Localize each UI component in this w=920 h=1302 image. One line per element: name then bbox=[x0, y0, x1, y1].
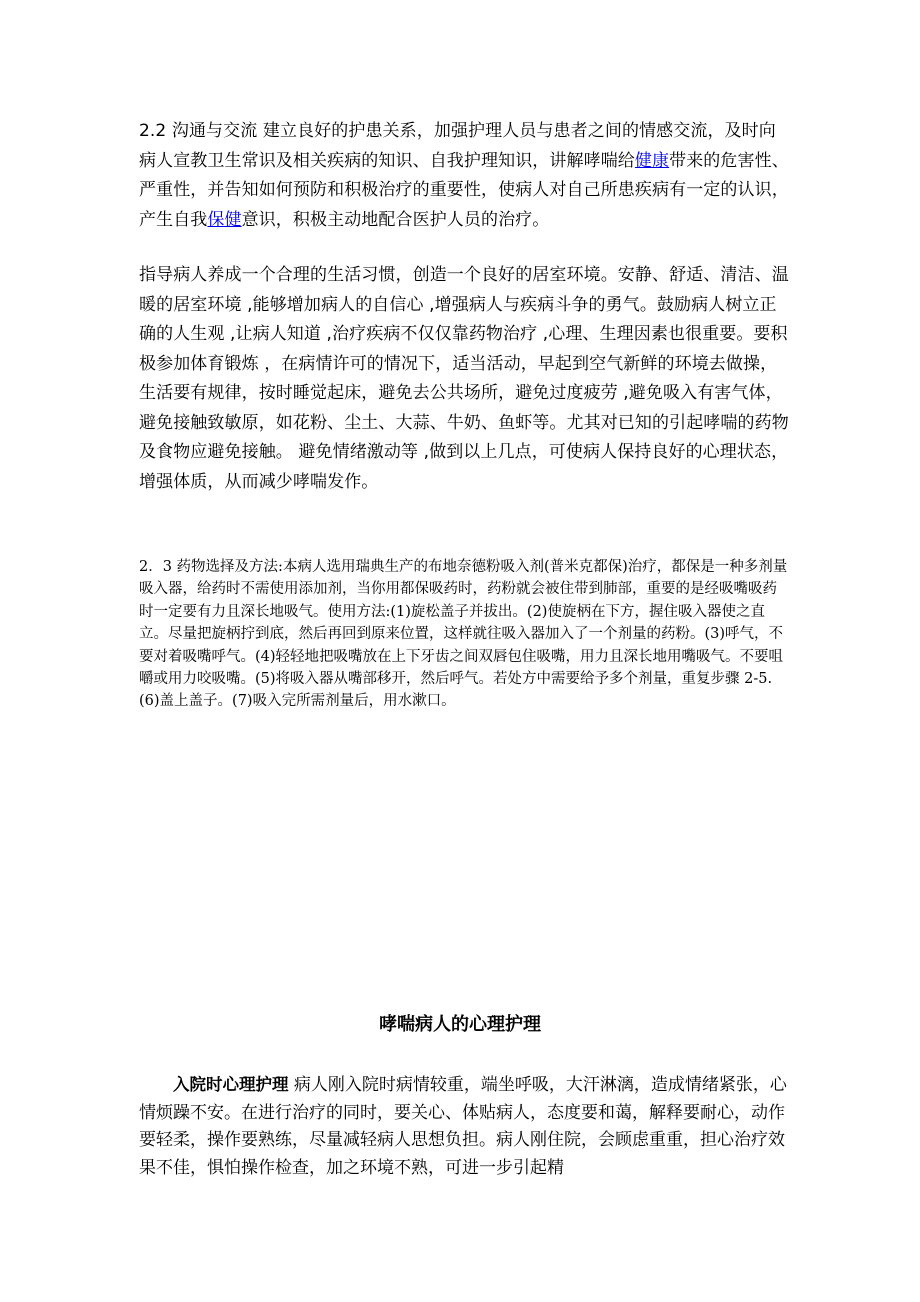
admission-body-text: 病人刚入院时病情较重，端坐呼吸，大汗淋漓，造成情绪紧张，心情烦躁不安。在进行治疗的同时，要关心、体贴病人，态度要和蔼，解释要耐心，动作要轻柔，操作要熟练，尽量减轻病人思想负担。病人刚住院，会顾虑重重，担心治疗效果不佳，惧怕操作检查，加之环境不熟，可进一步引起精 bbox=[139, 1075, 787, 1178]
section-2-2-paragraph bbox=[139, 117, 789, 235]
lifestyle-paragraph: 指导病人养成一个合理的生活习惯，创造一个良好的居室环境。安静、舒适、清洁、温暖的居室环境 ,能够增加病人的自信心 ,增强病人与疾病斗争的勇气。鼓励病人树立正确的人生观 ,让病人知道 ,治疗疾病不仅仅靠药物治疗 ,心理、生理因素也很重要。要积极参加体育锻炼 ，在病情许可的情况下，适当活动，早起到空气新鲜的环境去做操，生活要有规律，按时睡觉起床，避免去公共场所，避免过度疲劳 ,避免吸入有害气体，避免接触致敏原，如花粉、尘土、大蒜、牛奶、鱼虾等。尤其对已知的引起哮喘的药物及食物应避免接触。 避免情绪激动等 ,做到以上几点，可使病人保持良好的心理状态，增强体质，从而减少哮喘发作。 bbox=[139, 265, 789, 492]
healthcare-link[interactable]: 保健 bbox=[207, 209, 242, 230]
chapter-title: 哮喘病人的心理护理 bbox=[379, 1014, 541, 1035]
admission-paragraph bbox=[139, 1071, 789, 1182]
section-2-3-paragraph: 2．3 药物选择及方法:本病人选用瑞典生产的布地奈德粉吸入剂(普米克都保)治疗，都保是一种多剂量吸入器，给药时不需使用添加剂，当你用都保吸药时，药粉就会被住带到肺部，重要的是经吸嘴吸药时一定要有力且深长地吸气。使用方法:(1)旋松盖子并拔出。(2)使旋柄在下方，握住吸入器使之直立。尽量把旋柄拧到底，然后再回到原来位置，这样就往吸入器加入了一个剂量的药粉。(3)呼气，不要对着吸嘴呼气。(4)轻轻地把吸嘴放在上下牙齿之间双唇包住吸嘴，用力且深长地用嘴吸气。不要咀嚼或用力咬吸嘴。(5)将吸入器从嘴部移开，然后呼气。若处方中需要给予多个剂量，重复步骤 2-5.(6)盖上盖子。(7)吸入完所需剂量后，用水漱口。 bbox=[139, 559, 788, 710]
section-2-2-text-c: 意识，积极主动地配合医护人员的治疗。 bbox=[241, 209, 550, 230]
section-2-2-text-b: 带来的危害性、严重性，并告知如何预防和积极治疗的重要性，使病人对自己所患疾病有一定的认识，产生自我 bbox=[139, 150, 789, 230]
admission-lead-heading: 入院时心理护理 bbox=[173, 1075, 289, 1094]
health-link[interactable]: 健康 bbox=[634, 150, 670, 171]
section-2-2-text-a: 2.2 沟通与交流 建立良好的护患关系，加强护理人员与患者之间的情感交流，及时向病人宣教卫生常识及相关疾病的知识、自我护理知识，讲解哮喘给 bbox=[139, 121, 776, 171]
